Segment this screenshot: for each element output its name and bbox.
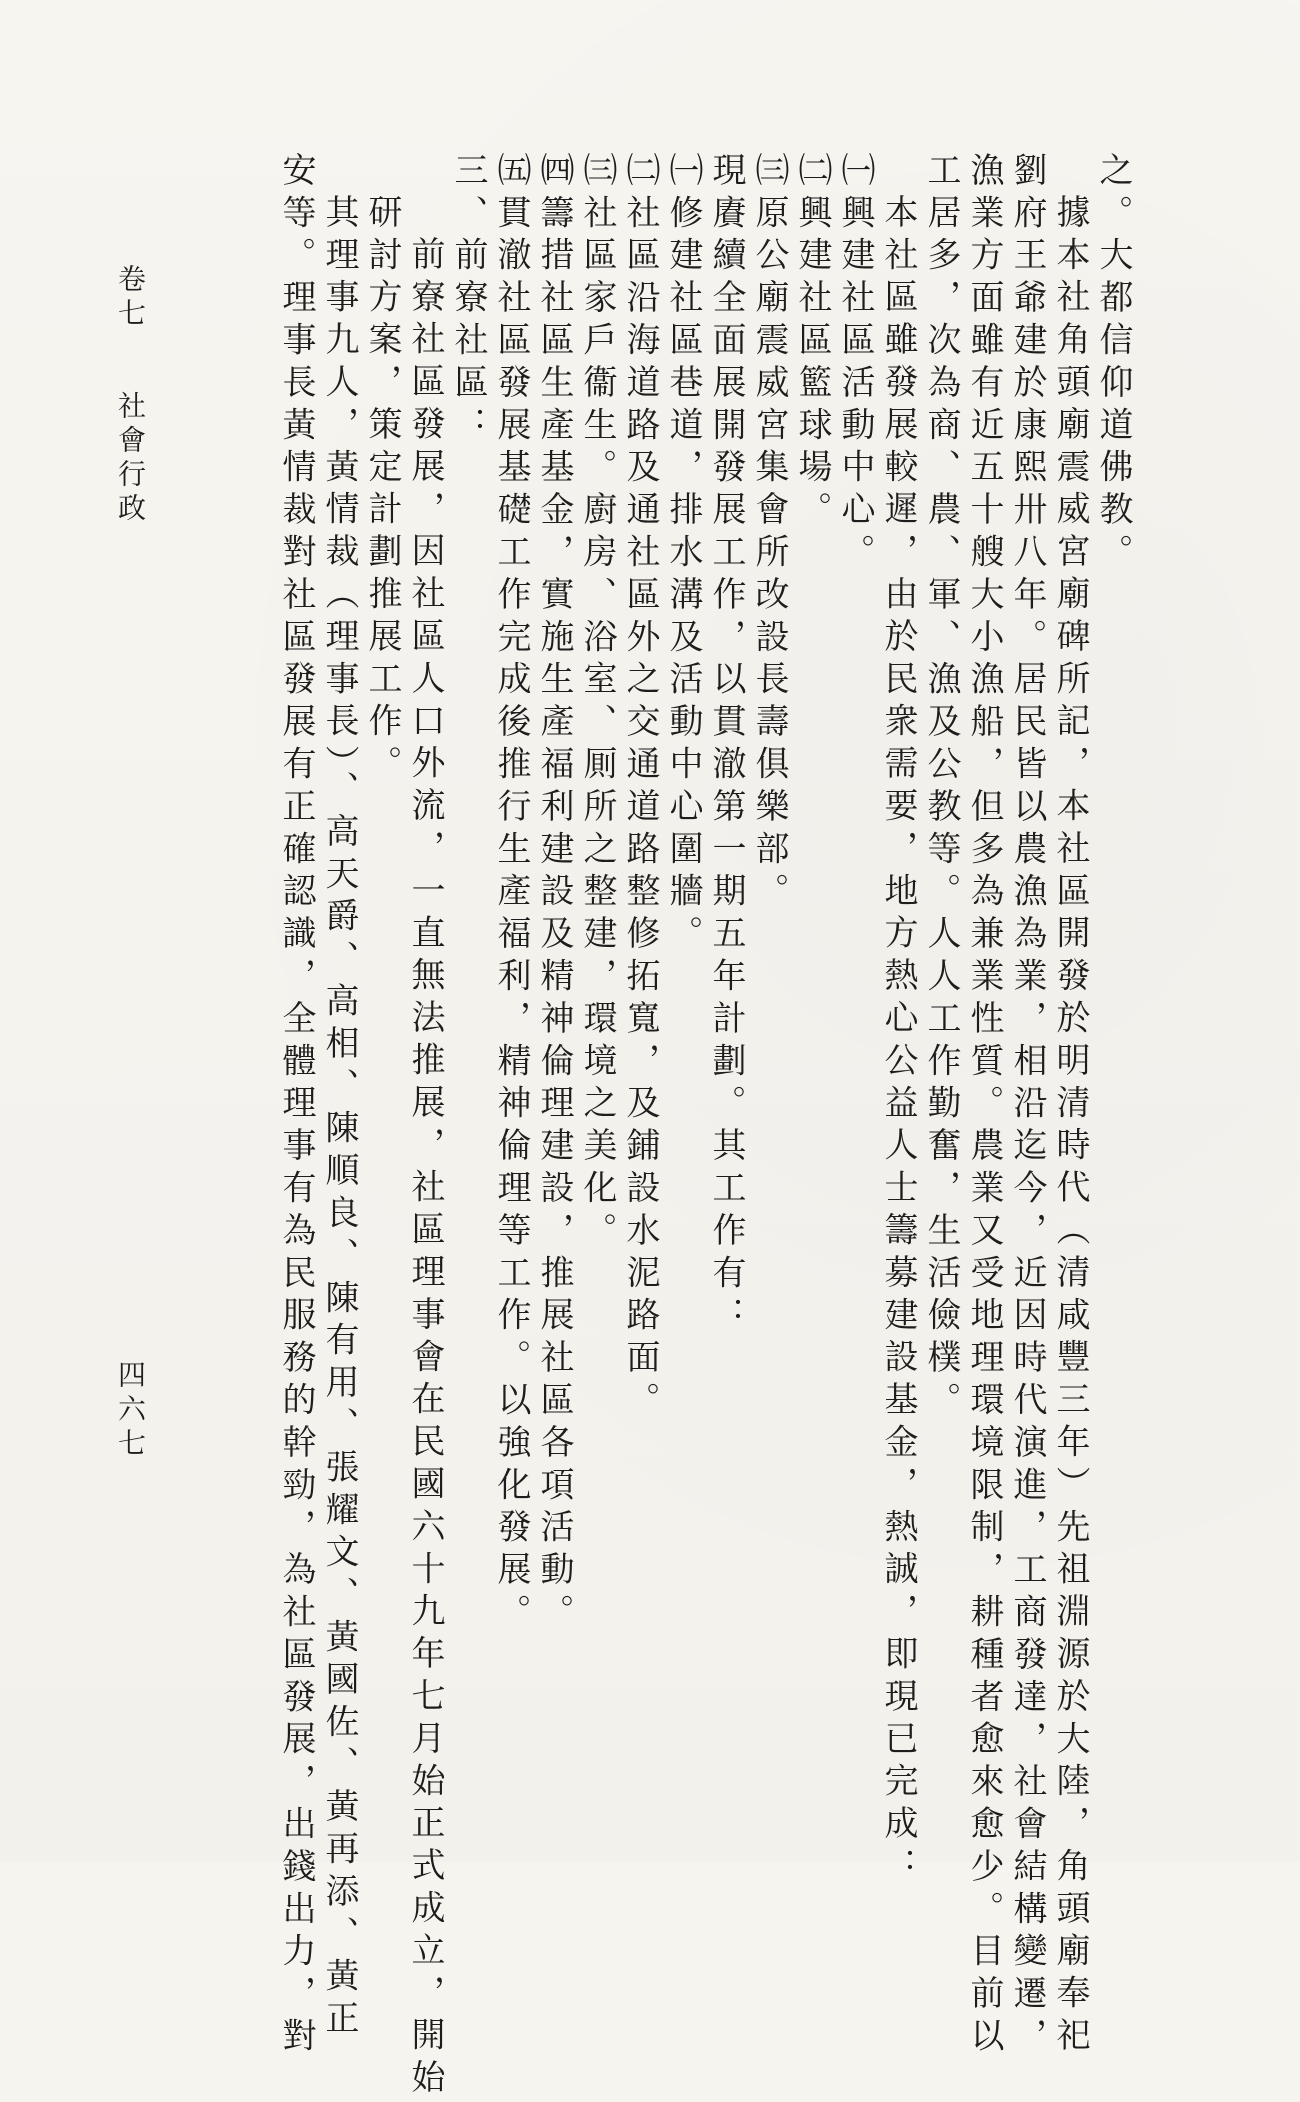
text-column: 本社區雖發展較遲，由於民衆需要，地方熱心公益人士籌募建設基金，熱誠，即現已完成： bbox=[878, 194, 918, 1890]
text-column: ㈣籌措社區生產基金，實施生產福利建設及精神倫理建設，推展社區各項活動。 bbox=[534, 152, 574, 1636]
text-column: 工居多，次為商、農、軍、漁及公教等。人人工作勤奮，生活儉樸。 bbox=[921, 152, 961, 1424]
volume-label: 卷七 bbox=[114, 264, 147, 332]
text-column: ㈠興建社區活動中心。 bbox=[835, 152, 875, 576]
text-column: 之。大都信仰道佛教。 bbox=[1093, 152, 1133, 576]
section-heading: 三、前寮社區： bbox=[448, 152, 488, 449]
text-column: ㈢社區家戶衞生。廚房、浴室、厠所之整建，環境之美化。 bbox=[577, 152, 617, 1255]
text-column: ㈢原公廟震威宮集會所改設長壽俱樂部。 bbox=[749, 152, 789, 916]
body-text bbox=[178, 152, 1133, 2102]
text-column: ㈠修建社區巷道，排水溝及活動中心圍牆。 bbox=[663, 152, 703, 958]
text-column: 研討方案，策定計劃推展工作。 bbox=[362, 194, 402, 788]
text-column: 安等。理事長黃情裁對社區發展有正確認識，全體理事有為民服務的幹勁，為社區發展，出錢出力，對 bbox=[276, 152, 316, 2060]
running-footer bbox=[110, 264, 150, 527]
page-number: 四六七 bbox=[114, 1360, 147, 1462]
text-column: ㈤貫澈社區發展基礎工作完成後推行生產福利，精神倫理等工作。以強化發展。 bbox=[491, 152, 531, 1636]
chapter-label: 社會行政 bbox=[114, 391, 147, 527]
text-column: 其理事九人，黃情裁（理事長）、高天爵、高相、陳順良、陳有用、張耀文、黃國佐、黃再添、黃正 bbox=[319, 194, 359, 2043]
text-column: 漁業方面雖有近五十艘大小漁船，但多為兼業性質。農業又受地理環境限制，耕種者愈來愈少。目前以 bbox=[964, 152, 1004, 2060]
text-column: ㈡社區沿海道路及通社區外之交通道路整修拓寬，及鋪設水泥路面。 bbox=[620, 152, 660, 1424]
text-column: 據本社角頭廟震威宮廟碑所記，本社區開發於明清時代（清咸豐三年）先祖淵源於大陸，角頭廟奉祀 bbox=[1050, 194, 1090, 2060]
text-column: ㈡興建社區籃球場。 bbox=[792, 152, 832, 534]
text-column: 現賡續全面展開發展工作，以貫澈第一期五年計劃。其工作有： bbox=[706, 152, 746, 1340]
text-column: 前寮社區發展，因社區人口外流，一直無法推展，社區理事會在民國六十九年七月始正式成立，開始 bbox=[405, 236, 445, 2102]
text-column: 劉府王爺建於康熙卅八年。居民皆以農漁為業，相沿迄今，近因時代演進，工商發達，社會結構變遷， bbox=[1007, 152, 1047, 2060]
